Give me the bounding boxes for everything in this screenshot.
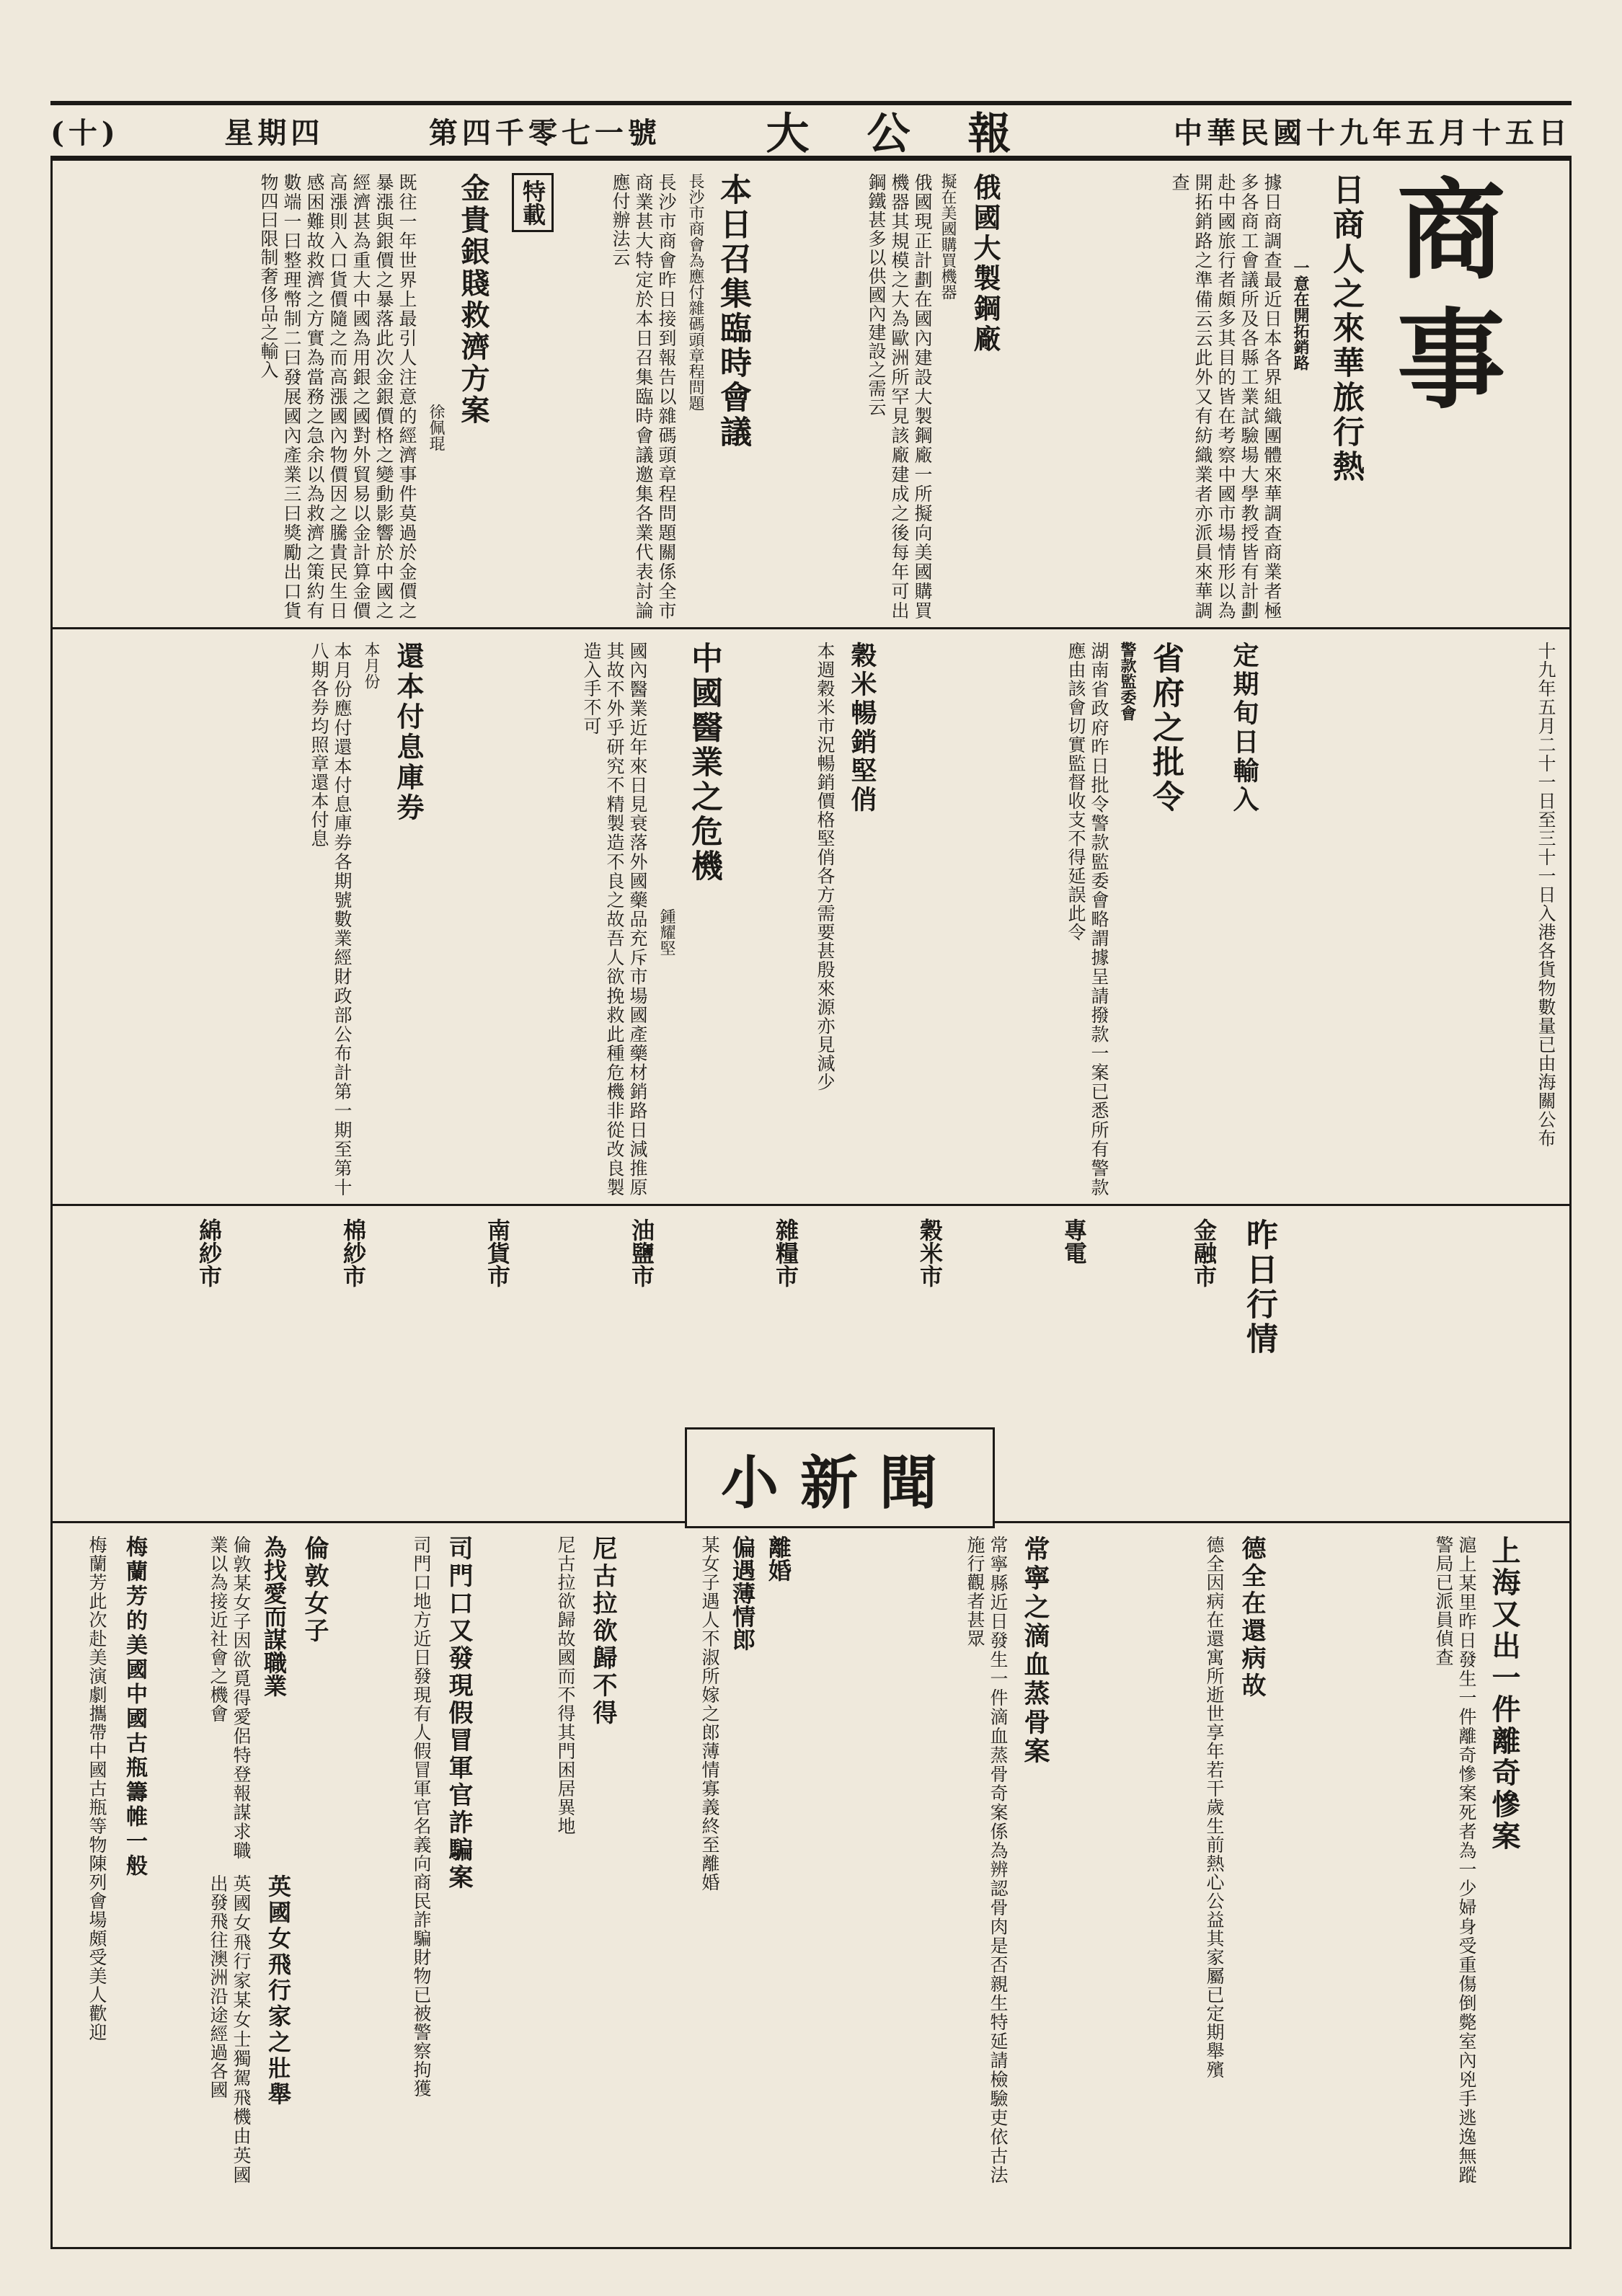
commerce-subhead-block: [1290, 260, 1323, 562]
masthead-weekday: 星期四: [224, 115, 324, 150]
feature-headline-block: [454, 173, 505, 620]
oil-market-label: 油鹽市: [628, 1218, 655, 1287]
newspaper-page: [50, 43, 1572, 2256]
medicine-author: 鍾耀堅: [657, 908, 675, 956]
medicine-author-block: [656, 908, 685, 1125]
commerce-section-title-block: [1378, 173, 1557, 461]
provincial-headline: 省府之批令: [1147, 642, 1184, 815]
finance-market-block: [1189, 1218, 1226, 1435]
russia-subhead-block: [937, 173, 966, 620]
bonds-subhead-block: [360, 642, 389, 858]
news-b3: 德全因病在還寓所逝世享年若干歲生前熱心公益其家屬已定期舉殯: [1204, 1535, 1225, 2079]
grocery-market-label: 雜糧市: [772, 1218, 799, 1287]
medicine-article-body: 國內醫業近年來日見衰落外國藥品充斥市場國產藥材銷路日減推原其故不外乎研究不精製造不良之故吾人欲挽救此種危機非從改良製造入手不可: [581, 642, 648, 1197]
commerce-article-body: 據日商調查最近日本各界組織團體來華調查商業者極多各商工會議所及各縣工業試驗場大學教授皆有計劃赴中國旅行者頗多其目的皆在考察中國市場情形以為開拓銷路之準備云云此外又有紡織業者亦派員來華調查: [1169, 173, 1282, 620]
masthead-issue: 第四千零七一號: [428, 115, 661, 150]
inbound-article-body: 十九年五月二十一日至三十一日入港各貨物數量已由海關公布: [1535, 642, 1556, 1148]
yarn-market-block: [195, 1218, 231, 1435]
feature-article-body: 既往一年世界上最引人注意的經濟事件莫過於金價之暴漲與銀價之暴落此次金銀價格之變動影響於中國之經濟甚為重大中國為用銀之國對外貿易以金計算金價高漲則入口貨價隨之而高漲國內物價因之騰貴民生日感困難故救濟之方實為當務之急余以為救濟之策約有數端一曰整理幣制二曰發展國內產業三曰獎勵出口貨物四曰限制奢侈品之輸入: [258, 173, 417, 620]
commerce-section-title: 商事: [1378, 173, 1505, 433]
rice-market-label: 穀米市: [916, 1218, 944, 1287]
news-h11: 離婚: [765, 1535, 792, 1582]
news-b2: 常寧縣近日發生一件滴血蒸骨奇案係為辨認骨肉是否親生特延請檢驗吏依古法施行觀者甚眾: [965, 1535, 1009, 2184]
cotton-market-block: [339, 1218, 375, 1435]
markets-title: 昨日行情: [1241, 1218, 1277, 1357]
grain-headline-block: [843, 642, 887, 930]
masthead: [50, 101, 1572, 159]
news-h10-block: [728, 1535, 764, 1824]
news-h6-block: [115, 1535, 166, 2184]
commerce-headline: 日商人之來華旅行熱: [1327, 173, 1364, 484]
news-b9: 某女子遇人不淑所嫁之郎薄情寡義終至離婚: [699, 1535, 720, 1892]
provincial-subhead: 警款監委會: [1118, 642, 1137, 721]
news-h6: 梅蘭芳的美國中國古瓶籌帷一般: [122, 1535, 147, 1879]
russia-headline-block: [966, 173, 1009, 620]
news-h4-block: [296, 1535, 346, 1860]
feature-label: 特載: [512, 173, 554, 232]
feature-author-block: [425, 404, 454, 620]
masthead-paper-name: 大公報: [766, 109, 1069, 159]
russia-headline: 俄國大製鋼廠: [969, 173, 1001, 355]
news-h1: 上海又出一件離奇慘案: [1487, 1535, 1521, 1853]
changsha-article-body: 長沙市商會昨日接到報告以雜碼頭章程問題關係全市商業甚大特定於本日召集臨時會議邀集各業代表討論應付辦法云: [610, 173, 677, 620]
yarn-market-label: 綿紗市: [195, 1218, 223, 1287]
news-h11-block: [764, 1535, 807, 1752]
changsha-subhead-block: [685, 173, 714, 620]
row1-divider: [50, 627, 1572, 629]
commerce-subhead: 一意在開拓銷路: [1291, 260, 1310, 371]
exchange-market-label: 專電: [1060, 1218, 1088, 1264]
medicine-headline: 中國醫業之危機: [686, 642, 722, 884]
exchange-market-block: [1060, 1218, 1096, 1435]
small-news-title-box: [685, 1427, 995, 1528]
news-b6: 英國女飛行家某女士獨駕飛機由英國出發飛往澳洲沿途經過各國: [208, 1874, 252, 2184]
bonds-headline-block: [389, 642, 433, 1074]
inbound-headline: 定期旬日輸入: [1229, 642, 1259, 815]
inbound-headline-block: [1226, 642, 1269, 1002]
bonds-headline: 還本付息庫券: [392, 642, 425, 823]
news-b1: 滬上某里昨日發生一件離奇慘案死者為一少婦身受重傷倒斃室內兇手逃逸無蹤警局已派員偵查: [1433, 1535, 1477, 2184]
news-h5: 為找愛而謀職業: [260, 1535, 288, 1697]
news-b8: 尼古拉欲歸故國而不得其門困居異地: [555, 1535, 576, 1835]
changsha-headline: 本日召集臨時會議: [714, 173, 751, 450]
provincial-subhead-block: [1117, 642, 1146, 1074]
news-h9: 尼古拉欲歸不得: [588, 1535, 617, 1727]
masthead-page-number: (十): [50, 115, 120, 150]
news-h9-block: [584, 1535, 634, 2184]
grain-headline: 穀米暢銷堅俏: [847, 642, 877, 815]
markets-title-block: [1240, 1218, 1298, 1507]
news-h2: 常寧之滴血蒸骨案: [1020, 1535, 1050, 1766]
medicine-headline-block: [685, 642, 728, 1074]
row2-divider: [50, 1204, 1572, 1206]
news-h8-block: [440, 1535, 490, 2184]
rice-market-block: [916, 1218, 952, 1435]
news-h4: 倫敦女子: [300, 1535, 329, 1645]
oil-market-block: [627, 1218, 663, 1435]
south-market-label: 南貨市: [484, 1218, 511, 1287]
commerce-headline-block: [1326, 173, 1377, 620]
news-h8: 司門口又發現假冒軍官詐騙案: [444, 1535, 473, 1892]
south-market-block: [483, 1218, 519, 1435]
russia-article-body: 俄國現正計劃在國內建設大製鋼廠一所擬向美國購買機器其規模之大為歐洲所罕見該廠建成之後每年可出鋼鐵甚多以供國內建設之需云: [866, 173, 933, 620]
small-news-title: 小新聞: [721, 1448, 959, 1517]
changsha-headline-block: [714, 173, 764, 620]
provincial-headline-block: [1146, 642, 1189, 1074]
grocery-market-block: [771, 1218, 807, 1435]
news-h7-block: [260, 1874, 303, 2184]
changsha-subhead: 長沙市商會: [686, 173, 704, 252]
finance-market-label: 金融市: [1190, 1218, 1218, 1287]
russia-subhead: 擬在美國購買機器: [939, 173, 957, 300]
news-h1-block: [1485, 1535, 1557, 2184]
news-h2-block: [1016, 1535, 1067, 2184]
news-h3: 德全在還病故: [1237, 1535, 1266, 1700]
feature-label-block: [512, 173, 562, 461]
changsha-subhead-2: 為應付雜碼頭章程問題: [686, 252, 704, 411]
news-h3-block: [1233, 1535, 1283, 2184]
news-h5-block: [260, 1535, 296, 1860]
feature-headline: 金貴銀賤救濟方案: [456, 173, 490, 427]
masthead-date: 中華民國十九年五月十五日: [1173, 115, 1572, 150]
news-b5: 梅蘭芳此次赴美演劇攜帶中國古瓶等物陳列會場頗受美人歡迎: [87, 1535, 107, 2042]
bonds-subhead: 本月份: [362, 642, 380, 689]
news-b4: 倫敦某女子因欲覓得愛侶特登報謀求職業以為接近社會之機會: [208, 1535, 252, 1860]
feature-author: 徐佩琨: [427, 404, 445, 451]
bonds-article-body: 本月份應付還本付息庫券各期號數業經財政部公布計第一期至第十八期各券均照章還本付息: [309, 642, 353, 1197]
news-b7: 司門口地方近日發現有人假冒軍官名義向商民詐騙財物已被警察拘獲: [411, 1535, 432, 2098]
cotton-market-label: 棉紗市: [340, 1218, 367, 1287]
news-h10: 偏遇薄情郎: [729, 1535, 756, 1651]
grain-article-body: 本週穀米市況暢銷價格堅俏各方需要甚殷來源亦見減少: [815, 642, 836, 1091]
news-h7: 英國女飛行家之壯舉: [265, 1874, 292, 2108]
provincial-article-body: 湖南省政府昨日批令警款監委會略謂據呈請撥款一案已悉所有警款應由該會切實監督收支不得延誤此令: [1065, 642, 1109, 1197]
